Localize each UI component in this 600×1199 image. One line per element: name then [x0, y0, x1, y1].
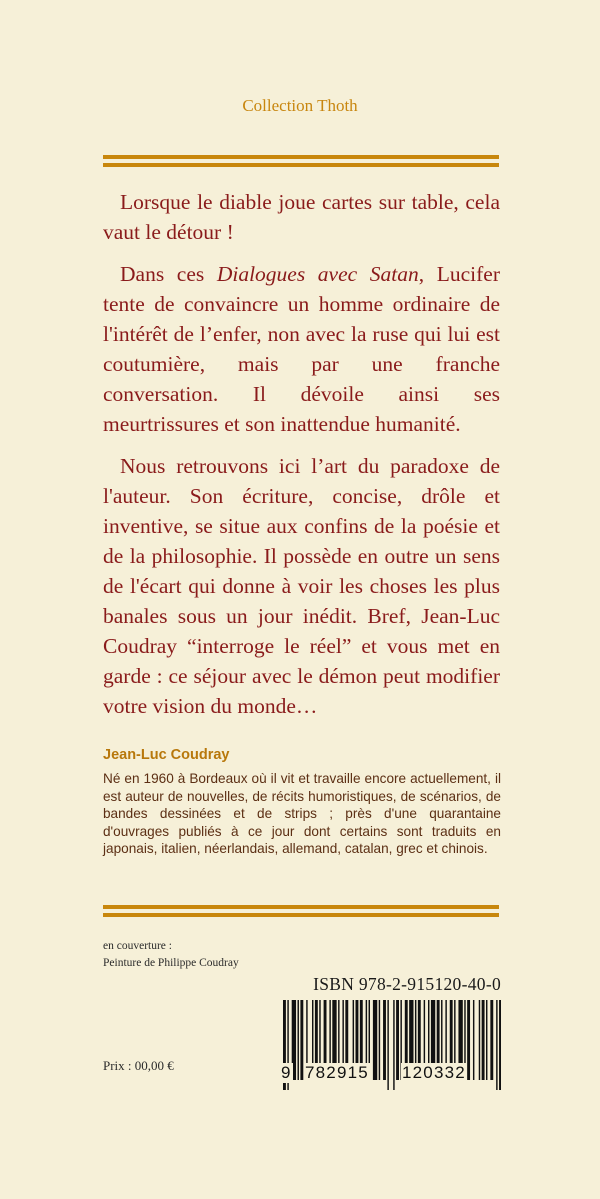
barcode-digit-lead: 9: [281, 1063, 292, 1082]
price: Prix : 00,00 €: [103, 1058, 174, 1073]
author-bio-text: Né en 1960 à Bordeaux où il vit et travaille encore actuellement, il est auteur de nouvelles, de récits humoristiques, de scénarios, de bandes dessinées et de strips ; près d'une quarantaine d'ouvrages publiés à ce jour dont certains sont traduits en japonais, italien, néerlandais, allemand, catalan, grec et chinois.: [103, 771, 501, 856]
barcode-digits-left: 782915: [305, 1063, 369, 1082]
blurb-p2-end: , Lucifer tente de convaincre un homme ordinaire de l'intérêt de l’enfer, non avec la ruse qui lui est coutumière, mais par une franche conversation. Il dévoile ainsi ses meurtrissures et son inattendue humanité.: [103, 262, 500, 436]
cover-label: en couverture :: [103, 940, 172, 952]
barcode-digits-right: 120332: [402, 1063, 466, 1082]
isbn: ISBN 978-2-915120-40-0: [313, 974, 501, 994]
blurb-p2-start: Dans ces: [120, 262, 217, 286]
blurb-paragraph-1: Lorsque le diable joue cartes sur table, cela vaut le détour !: [103, 190, 500, 244]
author-name: Jean-Luc Coudray: [103, 747, 230, 763]
collection-name: Collection Thoth: [242, 96, 358, 115]
blurb-paragraph-2: [103, 259, 500, 439]
cover-credit: Peinture de Philippe Coudray: [103, 957, 239, 969]
back-cover-blurb: [103, 187, 500, 733]
bottom-divider: [103, 905, 499, 917]
author-bio: [103, 770, 501, 858]
top-divider: [103, 155, 499, 167]
blurb-paragraph-3: Nous retrouvons ici l’art du paradoxe de l'auteur. Son écriture, concise, drôle et inventive, se situe aux confins de la poésie et de la philosophie. Il possède en outre un sens de l'écart qui donne à voir les choses les plus banales sous un jour inédit. Bref, Jean-Luc Coudray “interroge le réel” et vous met en garde : ce séjour avec le démon peut modifier votre vision du monde…: [103, 454, 500, 718]
book-title: Dialogues avec Satan: [216, 262, 419, 286]
